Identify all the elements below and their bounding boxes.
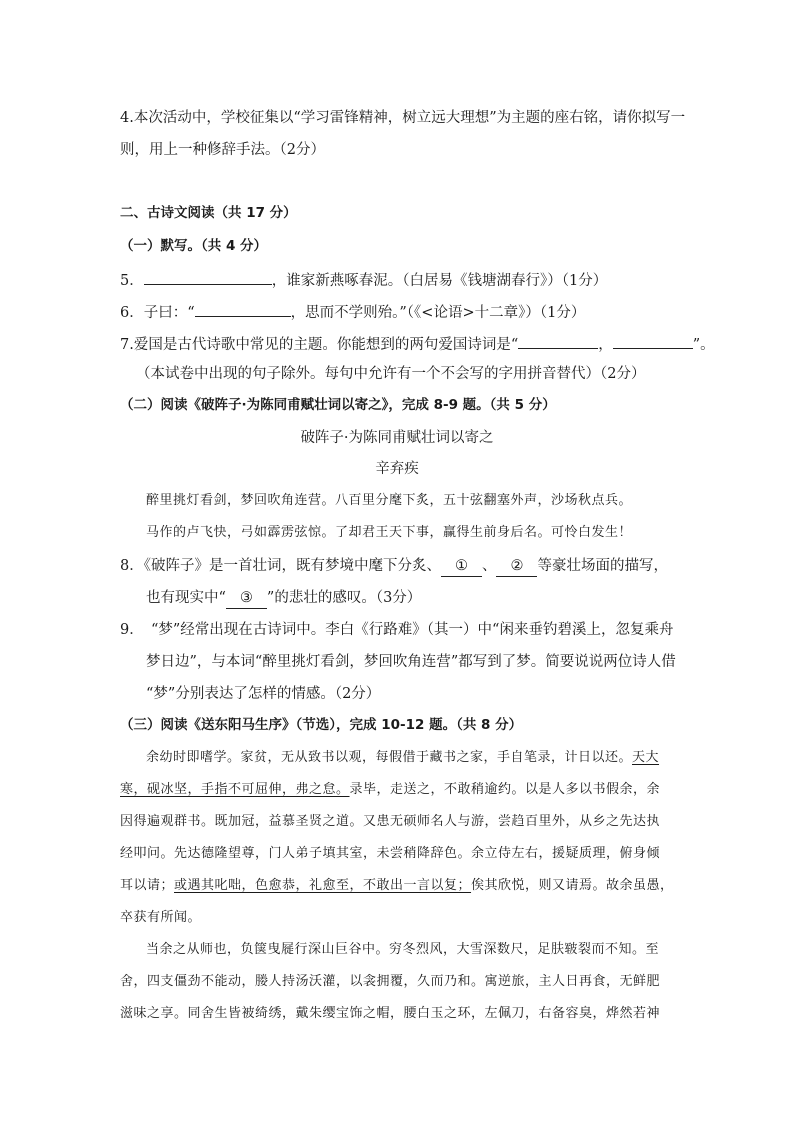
q6-answer-blank[interactable] bbox=[195, 300, 291, 317]
q6-text: ，思而不学则殆。”（《<论语>十二章》）（1分） bbox=[290, 305, 586, 321]
q9-line2: 梦日边”，与本词“醉里挑灯看剑，梦回吹角连营”都写到了梦。简要说说两位诗人借 bbox=[146, 654, 676, 670]
q8-line2 bbox=[146, 588, 421, 609]
q6-prefix: 6．子曰：“ bbox=[120, 305, 195, 321]
underlined-text: 天大 bbox=[632, 750, 660, 765]
passage-text: 俟其欣悦，则又请焉。故余虽愚， bbox=[471, 878, 674, 893]
q6 bbox=[120, 300, 585, 323]
underlined-text: 寒，砚冰坚，手指不可屈伸，弗之怠。 bbox=[120, 782, 350, 797]
q7-end: ”。 bbox=[692, 337, 715, 353]
q7-answer-blank-1[interactable] bbox=[518, 332, 598, 349]
poem-author: 辛弃疾 bbox=[375, 461, 419, 477]
q7-line1 bbox=[120, 332, 715, 355]
passage2-line2: 舍，四支僵劲不能动，媵人持汤沃灌，以衾拥覆，久而乃和。寓逆旅，主人日再食，无鲜肥 bbox=[120, 974, 661, 989]
passage1-line4: 经叩问。先达德隆望尊，门人弟子填其室，未尝稍降辞色。余立侍左右，援疑质理，俯身倾 bbox=[120, 846, 661, 861]
passage-text: 余幼时即嗜学。家贫，无从致书以观，每假借于藏书之家，手自笔录，计日以还。 bbox=[146, 750, 633, 765]
q7-sep: ， bbox=[598, 337, 613, 353]
q7-answer-blank-2[interactable] bbox=[613, 332, 693, 349]
q8-line2-prefix: 也有现实中“ bbox=[146, 590, 226, 606]
passage-text: 耳以请； bbox=[120, 878, 175, 893]
passage2-line1: 当余之从师也，负箧曳屣行深山巨谷中。穷冬烈风，大雪深数尺，足肤皲裂而不知。至 bbox=[146, 942, 660, 957]
q8-blank-3[interactable]: ③ bbox=[226, 588, 267, 609]
q8-sep: 、 bbox=[481, 558, 497, 574]
passage1-line6: 卒获有所闻。 bbox=[120, 910, 202, 925]
part1-title: （一）默写。（共 4 分） bbox=[120, 238, 268, 254]
passage1-line1 bbox=[146, 748, 659, 768]
q8-blank-1[interactable]: ① bbox=[441, 556, 482, 577]
passage-text: 录毕，走送之，不敢稍逾约。以是人多以书假余，余 bbox=[349, 782, 661, 797]
q9-line3: “梦”分别表达了怎样的情感。（2分） bbox=[146, 686, 381, 702]
part3-title: （三）阅读《送东阳马生序》（节选），完成 10-12 题。（共 8 分） bbox=[120, 717, 523, 733]
poem-line2: 马作的卢飞快，弓如霹雳弦惊。了却君王天下事，赢得生前身后名。可怜白发生！ bbox=[146, 525, 633, 540]
q5-number: 5． bbox=[120, 273, 144, 289]
passage1-line3: 因得遍观群书。既加冠，益慕圣贤之道。又患无硕师名人与游，尝趋百里外，从乡之先达执 bbox=[120, 814, 661, 829]
underlined-text: 或遇其叱咄，色愈恭，礼愈至，不敢出一言以复； bbox=[174, 878, 472, 893]
poem-line1: 醉里挑灯看剑，梦回吹角连营。八百里分麾下炙，五十弦翻塞外声，沙场秋点兵。 bbox=[146, 493, 633, 508]
q5-text: ，谁家新燕啄春泥。（白居易《钱塘湖春行》）（1分） bbox=[271, 273, 608, 289]
q7-prefix: 7.爱国是古代诗歌中常见的主题。你能想到的两句爱国诗词是“ bbox=[120, 337, 519, 353]
q8-prefix: 8．《破阵子》是一首壮词，既有梦境中麾下分炙、 bbox=[120, 558, 441, 574]
section2-title: 二、古诗文阅读（共 17 分） bbox=[120, 205, 297, 221]
part2-title: （二）阅读《破阵子·为陈同甫赋壮词以寄之》，完成 8-9 题。（共 5 分） bbox=[120, 397, 556, 413]
q8-line1 bbox=[120, 556, 668, 577]
q4-line2: 则，用上一种修辞手法。（2分） bbox=[120, 142, 325, 158]
q8-blank-2[interactable]: ② bbox=[496, 556, 537, 577]
q9-line1: 9． “梦”经常出现在古诗词中。李白《行路难》（其一）中“闲来垂钓碧溪上，忽复乘舟 bbox=[120, 622, 674, 638]
q5-answer-blank[interactable] bbox=[144, 268, 272, 285]
passage1-line2 bbox=[120, 780, 660, 800]
q8-suffix: 等豪壮场面的描写， bbox=[537, 558, 668, 574]
q5 bbox=[120, 268, 607, 291]
poem-title: 破阵子·为陈同甫赋壮词以寄之 bbox=[300, 430, 494, 446]
q4-line1: 4.本次活动中，学校征集以“学习雷锋精神，树立远大理想”为主题的座右铭，请你拟写一 bbox=[120, 110, 686, 126]
passage1-line5 bbox=[120, 876, 674, 896]
q7-line2: （本试卷中出现的句子除外。每句中允许有一个不会写的字用拼音替代）（2分） bbox=[136, 366, 646, 382]
q8-line2-suffix: ”的悲壮的感叹。（3分） bbox=[266, 590, 422, 606]
passage2-line3: 滋味之享。同舍生皆被绮绣，戴朱缨宝饰之帽，腰白玉之环，左佩刀，右备容臭，烨然若神 bbox=[120, 1006, 661, 1021]
